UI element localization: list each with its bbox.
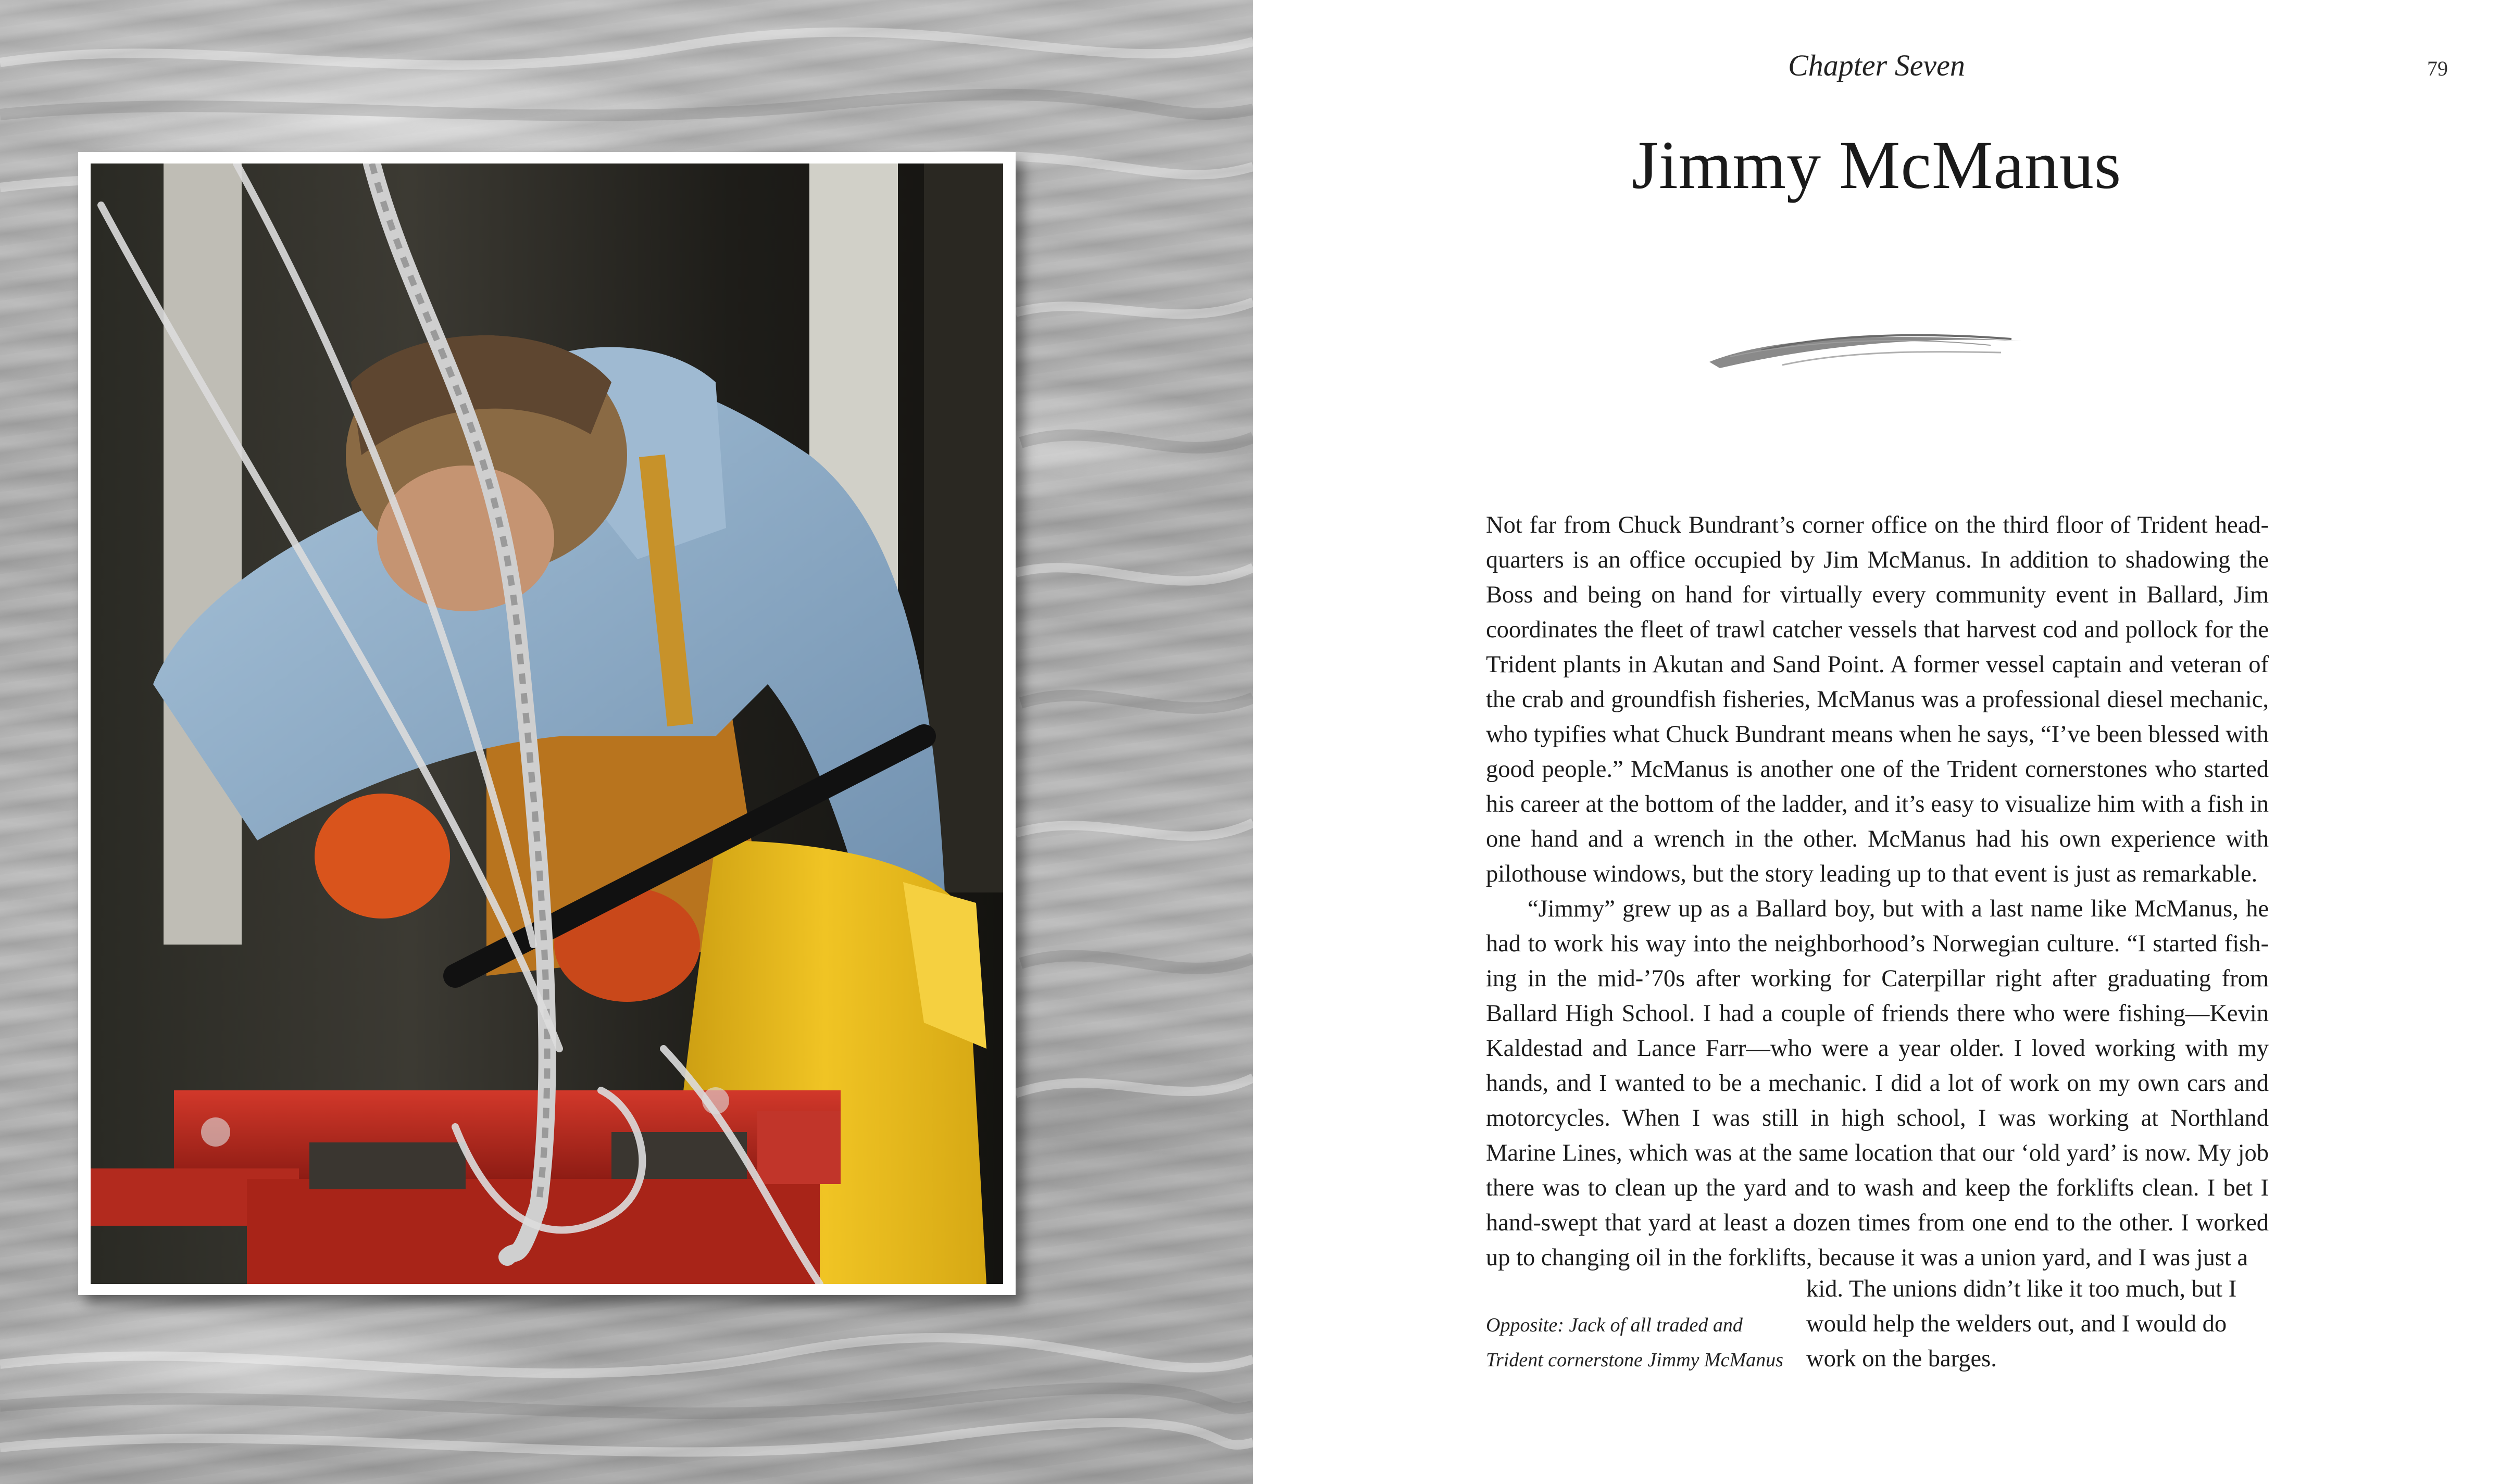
fisherman-photo — [91, 164, 1003, 1284]
body-text — [1486, 508, 2269, 1275]
paragraph-1: Not far from Chuck Bundrant’s corner office on the third floor of Trident headquarters is an office occupied by Jim McManus. In addition to shadowing the Boss and being on hand for virtually every community event in Ballard, Jim coordinates the fleet of trawl catcher vessels that harvest cod and pollock for the Trident plants in Akutan and Sand Point. A former vessel captain and veteran of the crab and groundfish fisheries, McManus was a professional diesel mechanic, who typifies what Chuck Bundrant means when he says, “I’ve been blessed with good people.” McManus is another one of the Trident cornerstones who started his career at the bottom of the ladder, and it’s easy to visualize him with a fish in one hand and a wrench in the other. McManus had his own experience with pilothouse windows, but the story leading up to that event is just as remarkable. — [1486, 512, 2269, 887]
tail-line-2: would help the welders out, and I would do — [1806, 1311, 2227, 1337]
tail-line-1: kid. The unions didn’t like it too much, but I — [1806, 1276, 2237, 1302]
wave-ornament-icon — [1699, 320, 2032, 378]
caption-line-1: Opposite: Jack of all traded and — [1486, 1314, 1743, 1336]
chapter-label: Chapter Seven — [1788, 48, 1965, 82]
caption-line-2: Trident cornerstone Jimmy McManus — [1486, 1349, 1783, 1371]
body-text-continuation — [1806, 1272, 2265, 1376]
tail-line-3: work on the barges. — [1806, 1345, 1997, 1372]
photo-frame — [78, 152, 1016, 1295]
chapter-title: Jimmy McManus — [1631, 127, 2122, 203]
page-number: 79 — [2427, 57, 2448, 80]
paragraph-2: “Jimmy” grew up as a Ballard boy, but with a last name like McManus, he had to work his way into the neighborhood’s Norwegian culture. “I started fishing in the mid-’70s after working for Caterpillar right after graduating from Ballard High School. I had a couple of friends there who were fishing—Kevin Kaldestad and Lance Farr—who were a year older. I loved working with my hands, and I wanted to be a mechanic. I did a lot of work on my own cars and motorcycles. When I was still in high school, I was working at Northland Marine Lines, which was at the same location that our ‘old yard’ is now. My job there was to clean up the yard and to wash and keep the forklifts clean. I bet I hand-swept that yard at least a dozen times from one end to the other. I worked up to changing oil in the forklifts, because it was a union yard, and I was just a — [1486, 896, 2269, 1271]
fisherman-illustration — [91, 164, 1003, 1284]
photo-caption — [1486, 1308, 1798, 1378]
right-page — [1253, 0, 2500, 1484]
